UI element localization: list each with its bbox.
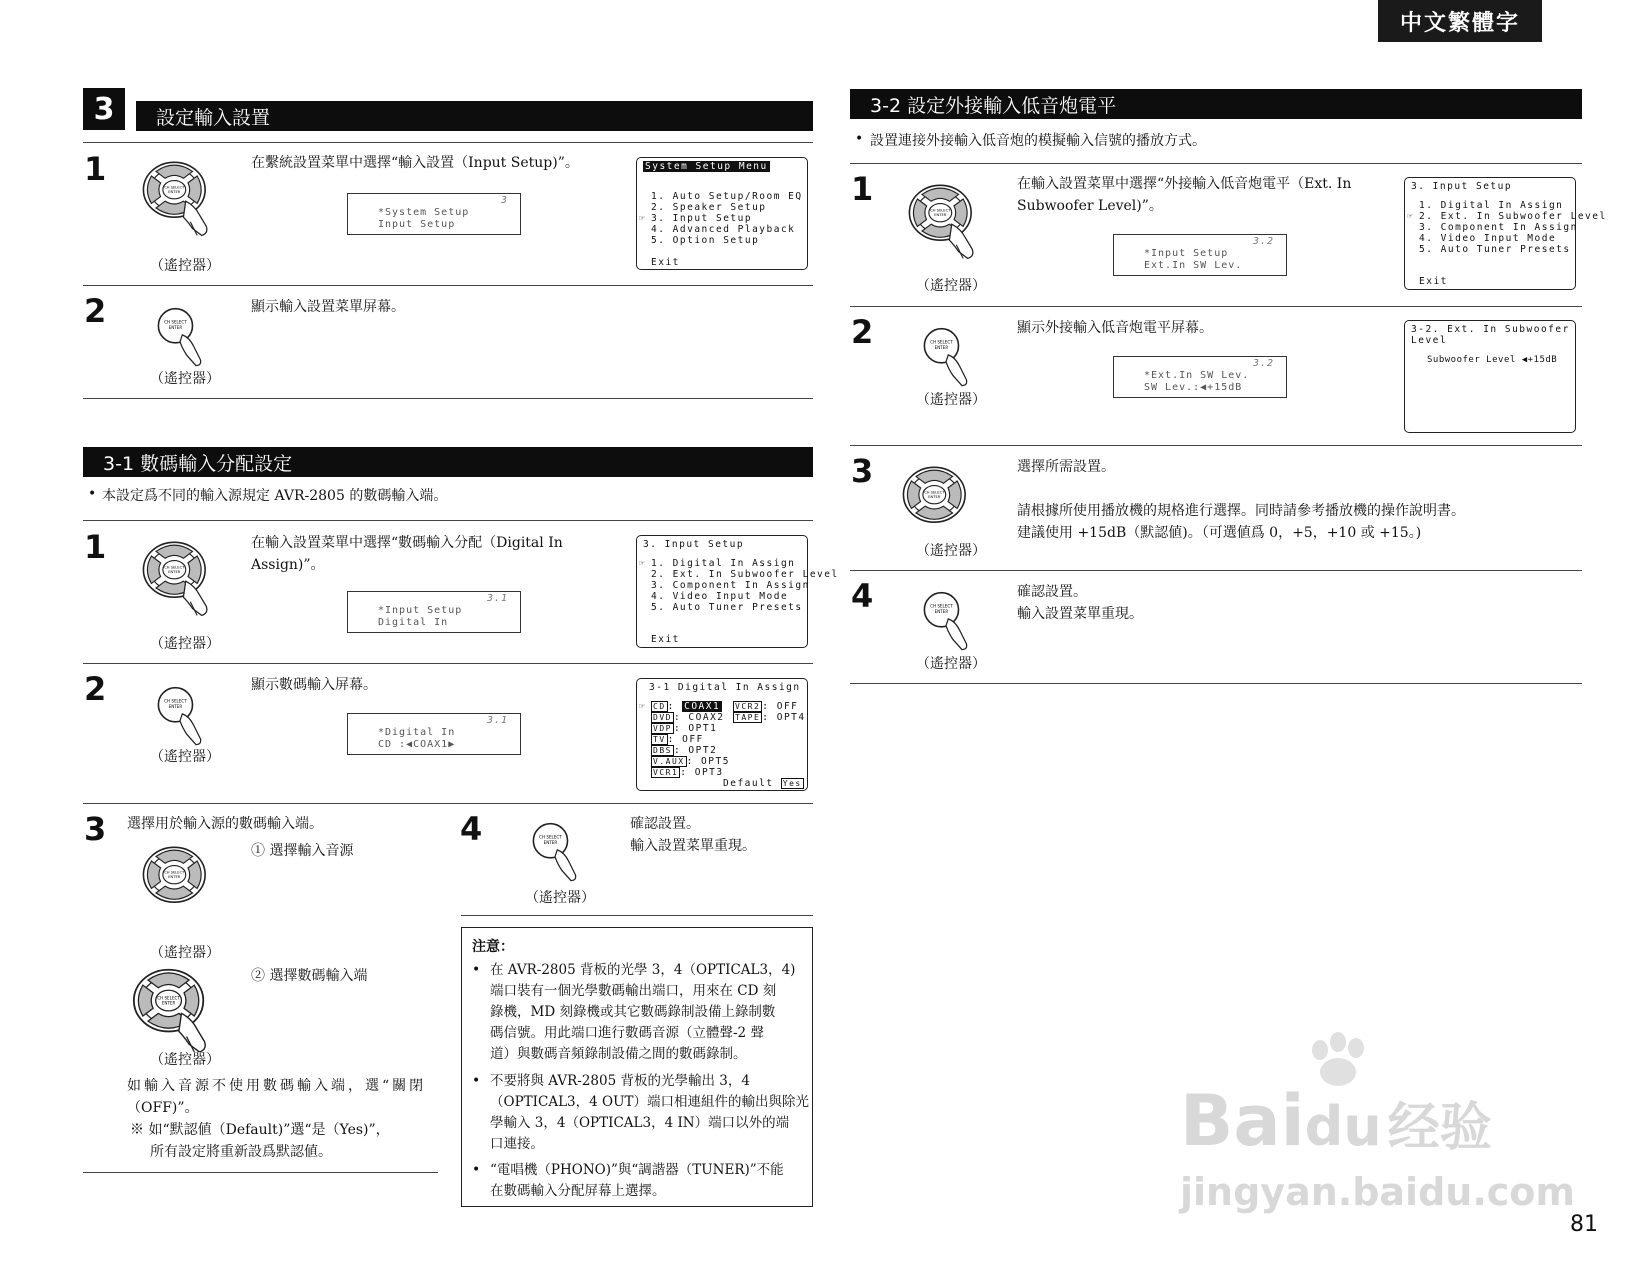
watermark-brand: Baidu 经验: [1180, 1080, 1492, 1162]
note-item: “電唱機（PHONO)”與“調諧器（TUNER)”不能 在數碼輸入分配屏幕上選擇。: [490, 1162, 784, 1199]
lcd-display: [347, 713, 521, 755]
enter-key-icon: [525, 818, 585, 884]
enter-key-icon: [916, 323, 976, 389]
step-text: 選擇用於輸入源的數碼輸入端。: [127, 816, 323, 832]
osd-screen: [636, 535, 839, 648]
note-text: ※ 如“默認値（Default)”選“是（Yes)”，: [130, 1122, 390, 1138]
osd-row: TV : OFF: [653, 734, 704, 745]
step-number: 2: [84, 292, 107, 330]
step-number: 1: [84, 150, 107, 188]
osd-screen: [636, 157, 808, 270]
bullet-text: 本設定爲不同的輸入源規定 AVR-2805 的數碼輸入端。: [102, 488, 448, 504]
step-text: Subwoofer Level)”。: [1017, 198, 1163, 214]
osd-exit: Exit: [651, 634, 680, 645]
subsection-title: 3-1 數碼輸入分配設定: [103, 452, 293, 475]
osd-item: 3. Component In Assign: [1419, 222, 1578, 233]
osd-item: 5. Option Setup: [651, 235, 760, 246]
remote-caption: （遙控器）: [525, 890, 595, 906]
language-tab: 中文繁體字: [1378, 0, 1542, 42]
step-number: 2: [851, 313, 874, 351]
step-number: 1: [851, 170, 874, 208]
step-number: 3: [84, 810, 107, 848]
remote-dpad-icon: [140, 840, 220, 930]
lcd-code: 3.2: [1252, 236, 1274, 247]
section-title-bar: [136, 101, 813, 131]
lcd-line: *Input Setup: [1144, 248, 1229, 259]
osd-title: 3-2. Ext. In Subwoofer Level: [1411, 324, 1570, 346]
bullet-text: 設置連接外接輸入低音炮的模擬輸入信號的播放方式。: [870, 133, 1206, 149]
notes-box: 注意： • 在 AVR-2805 背板的光學 3，4（OPTICAL3，4) 端口裝有一個光學數碼輸出端口，用來在 CD 刻 錄機，MD 刻錄機或其它數碼錄制設備上錄制數 碼信號。用此端口進行數碼音源（立體聲-2 聲 道）與數碼音頻錄制設備之間的數碼錄制。 • 不要將與 AVR-2805 背板的光學輸出 3，4 （OPTICAL3，4 OUT）端口相連組件的輸出與除光 學輸入 3，4（OPTICAL3，4 IN）端口以外的端 口連接。 • “電唱機（PHONO)”與“調諧器（TUNER)”不能 在數碼輸入分配屏幕上選擇。: [461, 927, 813, 1207]
remote-caption: （遙控器）: [150, 945, 220, 961]
lcd-line: Input Setup: [378, 219, 456, 230]
lcd-line: *Ext.In SW Lev.: [1144, 370, 1250, 381]
lcd-display: [1113, 356, 1287, 398]
step-text: 確認設置。: [630, 816, 700, 832]
lcd-line: *Digital In: [378, 727, 456, 738]
step-number: 4: [851, 577, 874, 615]
lcd-display: [347, 591, 521, 633]
osd-row: VCR1 : OPT3: [653, 767, 724, 778]
step-number: 4: [460, 810, 483, 848]
step-text: 顯示外接輸入低音炮電平屏幕。: [1017, 320, 1213, 336]
osd-item: 2. Speaker Setup: [651, 202, 767, 213]
lcd-line: CD :◀COAX1▶: [378, 739, 456, 750]
osd-row: CD : COAX1: [653, 701, 721, 712]
remote-caption: （遙控器）: [916, 392, 986, 408]
osd-screen: [1404, 320, 1576, 433]
step-text: 輸入設置菜單重現。: [1017, 606, 1143, 622]
osd-item: 3. Component In Assign: [651, 580, 810, 591]
remote-caption: （遙控器）: [150, 749, 220, 765]
osd-default: Default Yes: [723, 778, 802, 789]
osd-screen: [1404, 177, 1607, 290]
lcd-line: *Input Setup: [378, 605, 463, 616]
enter-key-icon: [150, 303, 210, 369]
remote-dpad-icon: [140, 155, 220, 245]
pointer-icon: ☞: [639, 558, 647, 569]
page-number: 81: [1570, 1212, 1598, 1237]
step-number: 2: [84, 670, 107, 708]
step-number: 1: [84, 528, 107, 566]
step-text: 顯示輸入設置菜單屏幕。: [251, 299, 405, 315]
remote-caption: （遙控器）: [916, 278, 986, 294]
section-title: 設定輸入設置: [156, 106, 271, 129]
step-text: 建議使用 +15dB（默認値)。（可選値爲 0，+5，+10 或 +15。): [1017, 525, 1422, 541]
osd-title: 3. Input Setup: [1411, 181, 1513, 192]
lcd-code: 3.2: [1252, 358, 1274, 369]
remote-caption: （遙控器）: [916, 656, 986, 672]
step-text: 在輸入設置菜單中選擇“數碼輸入分配（Digital In: [251, 535, 563, 551]
step-text: Assign)”。: [251, 557, 325, 573]
osd-item: 4. Advanced Playback: [651, 224, 796, 235]
osd-title: System Setup Menu: [645, 161, 768, 172]
osd-item: 1. Auto Setup/Room EQ: [651, 191, 803, 202]
step-number: 3: [851, 452, 874, 490]
lcd-line: *System Setup: [378, 207, 470, 218]
osd-row: DVD : COAX2: [653, 712, 725, 723]
remote-caption: （遙控器）: [150, 371, 220, 387]
remote-caption: （遙控器）: [916, 543, 986, 559]
osd-item: Subwoofer Level ◀+15dB: [1427, 355, 1558, 365]
remote-caption: （遙控器）: [150, 636, 220, 652]
note-item: 在 AVR-2805 背板的光學 3，4（OPTICAL3，4) 端口裝有一個光學數碼輸出端口，用來在 CD 刻 錄機，MD 刻錄機或其它數碼錄制設備上錄制數 碼信號。用此端口進行數碼音源（立體聲-2 聲 道）與數碼音頻錄制設備之間的數碼錄制。: [490, 962, 796, 1062]
step-text: 確認設置。: [1017, 584, 1087, 600]
remote-caption: （遙控器）: [150, 258, 220, 274]
step-text: 在輸入設置菜單中選擇“外接輸入低音炮電平（Ext. In: [1017, 176, 1352, 192]
step-text: 顯示數碼輸入屏幕。: [251, 677, 377, 693]
osd-item: 5. Auto Tuner Presets: [1419, 244, 1571, 255]
remote-dpad-icon: [140, 535, 220, 625]
lcd-display: [1113, 234, 1287, 276]
osd-item: 2. Ext. In Subwoofer Level: [651, 569, 839, 580]
section-number: 3: [83, 88, 125, 130]
osd-item: 5. Auto Tuner Presets: [651, 602, 803, 613]
pointer-icon: ☞: [1407, 211, 1415, 222]
osd-row: VDP : OPT1: [653, 723, 718, 734]
osd-row: V.AUX : OPT5: [653, 756, 730, 767]
step-text: 如輸入音源不使用數碼輸入端，選“關閉: [127, 1078, 427, 1094]
remote-dpad-icon: [906, 178, 986, 268]
step-text: 在繫統設置菜單中選擇“輸入設置（Input Setup)”。: [251, 155, 579, 171]
osd-row: DBS : OPT2: [653, 745, 718, 756]
osd-screen: [636, 678, 808, 791]
step-text: （OFF)”。: [127, 1100, 199, 1116]
lcd-code: 3.1: [486, 593, 508, 604]
sub-step-text: ② 選擇數碼輸入端: [251, 968, 368, 984]
osd-row: TAPE : OPT4: [735, 712, 806, 723]
subsection-title-bar: [83, 447, 813, 477]
pointer-icon: ☞: [639, 213, 647, 224]
subsection-title-bar: [850, 89, 1582, 119]
subsection-title: 3-2 設定外接輸入低音炮電平: [870, 94, 1117, 117]
pointer-icon: ☞: [639, 701, 647, 712]
lcd-line: SW Lev.:◀+15dB: [1144, 382, 1243, 393]
osd-exit: Exit: [1419, 276, 1448, 287]
notes-title: 注意：: [472, 939, 514, 955]
remote-dpad-icon: [130, 962, 220, 1052]
remote-dpad-icon: [900, 460, 980, 550]
step-text: 請根據所使用播放機的規格進行選擇。同時請參考播放機的操作說明書。: [1017, 503, 1465, 519]
osd-item: 3. Input Setup: [651, 213, 753, 224]
step-text: 選擇所需設置。: [1017, 459, 1115, 475]
lcd-line: Ext.In SW Lev.: [1144, 260, 1243, 271]
osd-item: 4. Video Input Mode: [1419, 233, 1557, 244]
osd-title: 3. Input Setup: [643, 539, 745, 550]
remote-caption: （遙控器）: [150, 1052, 220, 1068]
osd-item: 1. Digital In Assign: [1419, 200, 1564, 211]
osd-item: 2. Ext. In Subwoofer Level: [1419, 211, 1607, 222]
sub-step-text: ① 選擇輸入音源: [251, 843, 354, 859]
osd-row: VCR2 : OFF: [735, 701, 799, 712]
note-text: 所有設定將重新設爲默認値。: [150, 1144, 332, 1160]
step-text: 輸入設置菜單重現。: [630, 838, 756, 854]
osd-item: 1. Digital In Assign: [651, 558, 796, 569]
osd-exit: Exit: [651, 257, 680, 268]
osd-title: 3-1 Digital In Assign: [649, 682, 801, 693]
lcd-code: 3.1: [486, 715, 508, 726]
watermark-url: jingyan.baidu.com: [1180, 1170, 1575, 1214]
osd-item: 4. Video Input Mode: [651, 591, 789, 602]
note-item: 不要將與 AVR-2805 背板的光學輸出 3，4 （OPTICAL3，4 OUT）端口相連組件的輸出與除光 學輸入 3，4（OPTICAL3，4 IN）端口以外的端 口連接。: [490, 1073, 809, 1152]
lcd-code: 3: [500, 195, 508, 206]
enter-key-icon: [916, 587, 976, 653]
lcd-display: [347, 193, 521, 235]
enter-key-icon: [150, 682, 210, 748]
lcd-line: Digital In: [378, 617, 449, 628]
